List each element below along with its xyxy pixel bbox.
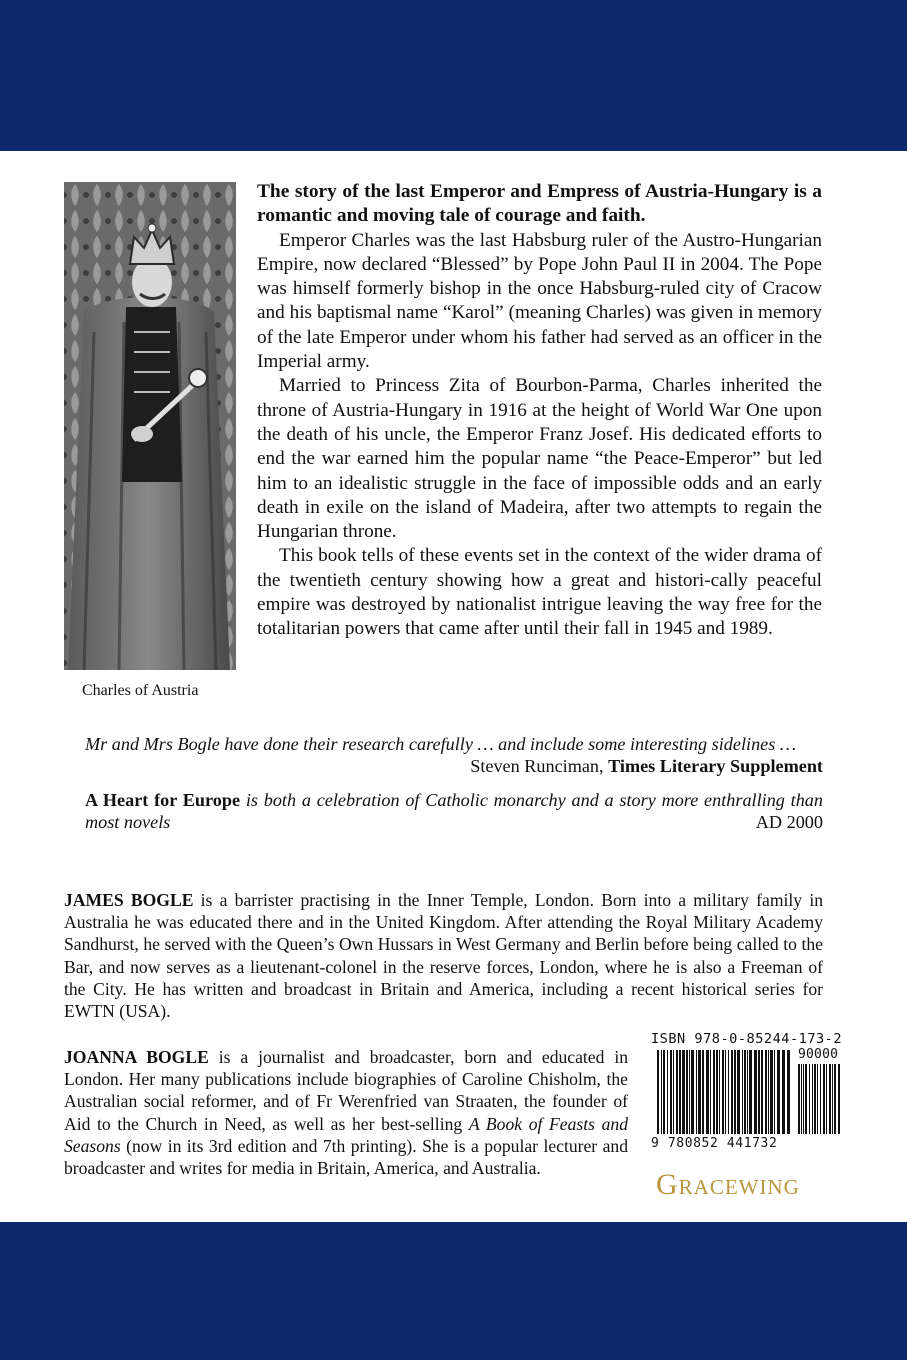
barcode-addon-bar [817,1064,818,1134]
author-bio-joanna-text-2: (now in its 3rd edition and 7th printing). She is a popular lecturer and broadcaster and writes for media in Britain, America, and Australia. [64,1135,628,1179]
barcode-addon-bar [823,1064,825,1134]
barcode-bar [737,1050,740,1134]
barcode-bar [747,1050,748,1134]
barcode-addon-digits: 90000 [798,1047,839,1062]
barcode-addon-bar [829,1064,831,1134]
barcode-addon-bar [838,1064,840,1134]
author-bio-james-text: is a barrister practising in the Inner Temple, London. Born into a military family in Australia he was educated there and in the United Kingdom. After attending the Royal Military Academy Sandhurst, he served with the Queen’s Own Hussars in West Germany and Berlin before being called to the Bar, and now serves as a lieutenant-colonel in the reserve forces, London, where he is also a Freeman of the City. He has written and broadcast in Britain and America, including a recent historical series for EWTN (USA). [64,890,824,1022]
barcode-bar [725,1050,726,1134]
barcode-addon-bar [834,1064,836,1134]
isbn-number: ISBN 978-0-85244-173-2 [651,1031,843,1047]
review-2-publication: AD 2000 [755,812,823,832]
barcode-bar [731,1050,733,1134]
barcode-bar [749,1050,752,1134]
blurb-paragraph-2: Married to Princess Zita of Bourbon-Parma, Charles inherited the throne of Austria-Hungary in 1916 at the height of World War One upon the death of his uncle, the Emperor Franz Josef. His dedicated efforts to end the war earned him the popular name “the Peace-Emperor” but led him to an idealistic struggle in the face of impossible odds and an early death in exile on the island of Madeira, after two attempts to regain the Hungarian throne. [257,375,822,543]
barcode-bar [670,1050,672,1134]
author-bio-joanna [64,1046,628,1179]
author-name-joanna: JOANNA BOGLE [64,1047,209,1067]
review-1-source [470,755,823,777]
review-2-text: is both a celebration of Catholic monarchy and a story more enthralling than most novels [85,790,823,832]
barcode-addon-bar [805,1064,807,1134]
barcode-bar [676,1050,678,1134]
blurb-paragraph-1: Emperor Charles was the last Habsburg ruler of the Austro-Hungarian Empire, now declared “Blessed” by Pope John Paul II in 2004. The Pope was himself formerly bishop in the once Habsburg-ruled city of Cracow and his baptismal name “Karol” (meaning Charles) was given in memory of the late Emperor under whom his father had served as an officer in the Imperial army. [257,229,822,373]
publisher-logo: Gracewing [656,1168,800,1201]
barcode-bar [722,1050,724,1134]
barcode-addon-bar [820,1064,821,1134]
barcode-addon-bar [832,1064,833,1134]
review-2-source [756,811,823,833]
blurb-paragraph-3: This book tells of these events set in the context of the wider drama of the twentieth century showing how a great and histori-cally peaceful empire was destroyed by nationalist intrigue leaving the way free for the totalitarian powers that came after until their fall in 1945 and 1989. [257,545,822,640]
barcode-bar [770,1050,773,1134]
barcode-addon-bar [826,1064,827,1134]
barcode-bar [686,1050,688,1134]
barcode-bar [782,1050,785,1134]
barcode-bar [728,1050,729,1134]
book-blurb [257,180,822,642]
bottom-color-band [0,1222,907,1360]
barcode-bar [754,1050,757,1134]
photo-caption: Charles of Austria [82,682,199,699]
author-bio-joanna-text-1: is a journalist and broadcaster, born and educated in London. Her many publications include biographies of Caroline Chisholm, the Australian social reformer, and of Fr Werenfried van Straaten, the founder of Aid to the Church in Need, as well as her best-selling [64,1047,629,1134]
barcode-bar [761,1050,763,1134]
barcode-bar [661,1050,662,1134]
barcode-bar [777,1050,780,1134]
barcode-bar [667,1050,668,1134]
barcode-addon-bar [812,1064,813,1134]
barcode-bar [713,1050,715,1134]
barcode-bar [706,1050,709,1134]
barcode-bar [663,1050,665,1134]
barcode-addon-bar [814,1064,816,1134]
review-1-author: Steven Runciman, [470,756,604,776]
barcode-bar [765,1050,767,1134]
barcode-addon-bar [809,1064,810,1134]
barcode-bar [691,1050,694,1134]
book-title-feasts: A Book of Feasts and Seasons [64,1113,629,1156]
review-quote-2 [85,789,823,833]
barcode-bar [768,1050,769,1134]
barcode-digits: 9 780852 441732 [651,1136,778,1151]
review-1-text: Mr and Mrs Bogle have done their research carefully … and include some interesting sidelines … [85,734,797,754]
barcode-bar [696,1050,697,1134]
barcode-bar [719,1050,720,1134]
barcode-bar [682,1050,685,1134]
top-color-band [0,0,907,151]
barcode-bar [742,1050,743,1134]
barcode-bar [734,1050,736,1134]
barcode-bar [698,1050,701,1134]
barcode-addon-bar [801,1064,802,1134]
barcode-addon-bar [803,1064,804,1134]
barcode-bar [657,1050,659,1134]
review-1-publication: Times Literary Supplement [608,756,823,776]
barcode-bar [787,1050,790,1134]
barcode-bar [716,1050,718,1134]
review-quote-1 [85,733,823,777]
barcode-bar [673,1050,674,1134]
barcode-bar [702,1050,704,1134]
blurb-lead: The story of the last Emperor and Empress of Austria-Hungary is a romantic and moving tale of courage and faith. [257,181,822,227]
barcode-icon [651,1048,841,1136]
barcode-addon-bar [798,1064,800,1134]
author-name-james: JAMES BOGLE [64,890,194,910]
barcode-bar [710,1050,711,1134]
portrait-photo [64,182,236,670]
barcode-bar [689,1050,690,1134]
barcode-bar [744,1050,746,1134]
barcode-bar [758,1050,760,1134]
review-2-book-title: A Heart for Europe [85,790,241,810]
barcode-bar [679,1050,681,1134]
author-bio-james [64,889,823,1022]
barcode-bar [774,1050,775,1134]
